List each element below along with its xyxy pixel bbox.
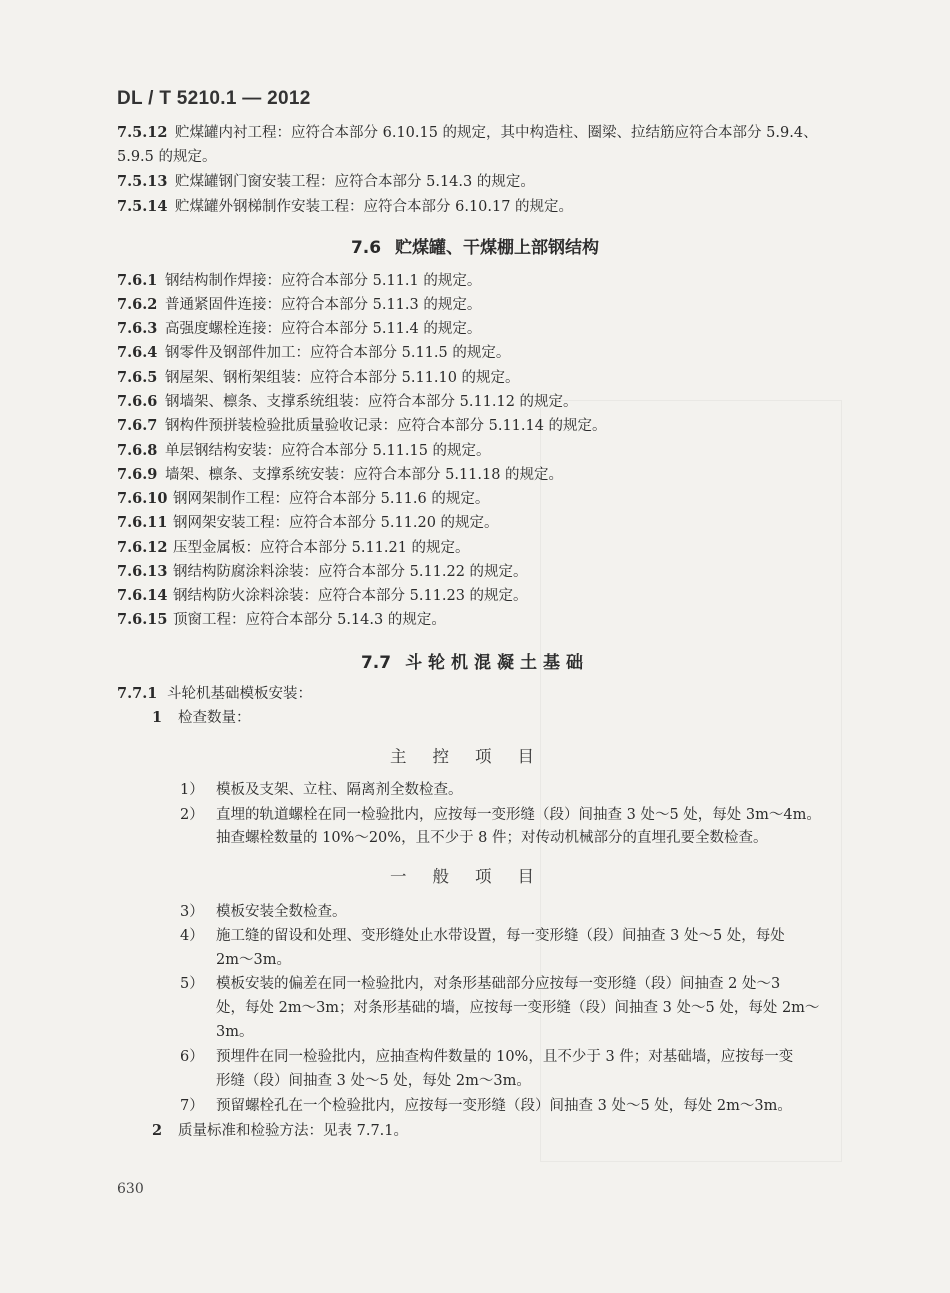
- clause-7-6-3: [117, 318, 481, 340]
- clause-number: 7.6.14: [117, 587, 168, 604]
- main-items-heading: 主控项目: [390, 747, 560, 766]
- item-text: 施工缝的留设和处理、变形缝处止水带设置，每一变形缝（段）间抽查 3 处～5 处，每处: [216, 928, 785, 944]
- general-item-7: [180, 1095, 792, 1117]
- clause-number: 7.5.14: [117, 198, 168, 215]
- item-number: 2: [152, 1122, 163, 1139]
- section-number: 7.7: [360, 653, 392, 673]
- standard-code-header: DL / T 5210.1 — 2012: [117, 88, 311, 109]
- clause-text: 钢结构防腐涂料涂装：应符合本部分 5.11.22 的规定。: [173, 564, 528, 580]
- clause-text: 钢网架安装工程：应符合本部分 5.11.20 的规定。: [173, 515, 499, 531]
- item-text: 模板安装全数检查。: [216, 904, 347, 920]
- clause-7-6-8: [117, 440, 491, 462]
- section-7-6-heading: [0, 233, 950, 258]
- general-item-6: [180, 1046, 793, 1068]
- page-number: 630: [117, 1181, 144, 1197]
- clause-text: 贮煤罐钢门窗安装工程：应符合本部分 5.14.3 的规定。: [175, 174, 535, 190]
- section-7-7-heading: [0, 648, 950, 673]
- clause-7-5-12-continuation: 5.9.5 的规定。: [117, 149, 217, 165]
- general-item-5-continuation-1: 处，每处 2m～3m；对条形基础的墙，应按每一变形缝（段）间抽查 3 处～5 处，每处 2m～: [216, 1000, 820, 1016]
- clause-text: 钢网架制作工程：应符合本部分 5.11.6 的规定。: [173, 491, 490, 507]
- clause-text: 普通紧固件连接：应符合本部分 5.11.3 的规定。: [165, 297, 482, 313]
- clause-7-6-13: [117, 561, 528, 583]
- clause-text: 单层钢结构安装：应符合本部分 5.11.15 的规定。: [165, 443, 491, 459]
- clause-text: 钢屋架、钢桁架组装：应符合本部分 5.11.10 的规定。: [165, 370, 520, 386]
- clause-7-6-7: [117, 415, 607, 437]
- clause-number: 7.6.8: [117, 442, 158, 459]
- section-title: 斗轮机混凝土基础: [405, 653, 590, 673]
- item-text: 直埋的轨道螺栓在同一检验批内，应按每一变形缝（段）间抽查 3 处～5 处，每处 3m～4m。: [216, 807, 821, 823]
- clause-text: 钢墙架、檩条、支撑系统组装：应符合本部分 5.11.12 的规定。: [165, 394, 578, 410]
- clause-7-5-13: [117, 171, 535, 193]
- clause-text: 贮煤罐外钢梯制作安装工程：应符合本部分 6.10.17 的规定。: [175, 199, 574, 215]
- clause-7-6-10: [117, 488, 489, 510]
- item-2: [152, 1120, 408, 1142]
- item-text: 模板及支架、立柱、隔离剂全数检查。: [216, 782, 463, 798]
- item-number: 4）: [180, 928, 204, 944]
- section-number: 7.6: [350, 238, 382, 258]
- general-item-5: [180, 973, 780, 995]
- item-number: 6）: [180, 1049, 204, 1065]
- item-number: 3）: [180, 904, 204, 920]
- clause-7-6-4: [117, 342, 510, 364]
- clause-7-6-5: [117, 367, 520, 389]
- general-item-4-continuation: 2m～3m。: [216, 952, 291, 968]
- clause-7-5-12: [117, 122, 818, 144]
- clause-text: 顶窗工程：应符合本部分 5.14.3 的规定。: [173, 612, 446, 628]
- clause-number: 7.6.5: [117, 369, 158, 386]
- clause-number: 7.6.13: [117, 563, 168, 580]
- general-item-6-continuation: 形缝（段）间抽查 3 处～5 处，每处 2m～3m。: [216, 1073, 531, 1089]
- clause-number: 7.6.1: [117, 272, 158, 289]
- clause-number: 7.6.12: [117, 539, 168, 556]
- item-number: 2）: [180, 807, 204, 823]
- main-item-2: [180, 804, 821, 826]
- clause-number: 7.6.9: [117, 466, 158, 483]
- clause-text: 钢结构制作焊接：应符合本部分 5.11.1 的规定。: [165, 273, 482, 289]
- item-number: 7）: [180, 1098, 204, 1114]
- item-text: 检查数量：: [178, 710, 251, 726]
- item-1: [152, 707, 251, 729]
- item-number: 1）: [180, 782, 204, 798]
- clause-number: 7.6.4: [117, 344, 158, 361]
- section-title: 贮煤罐、干煤棚上部钢结构: [395, 238, 600, 258]
- clause-7-6-14: [117, 585, 528, 607]
- clause-7-6-12: [117, 537, 470, 559]
- clause-text: 钢构件预拼装检验批质量验收记录：应符合本部分 5.11.14 的规定。: [165, 418, 607, 434]
- clause-number: 7.6.3: [117, 320, 158, 337]
- item-text: 预埋件在同一检验批内，应抽查构件数量的 10%，且不少于 3 件；对基础墙，应按每一变: [216, 1049, 794, 1065]
- clause-7-6-9: [117, 464, 563, 486]
- item-text: 质量标准和检验方法：见表 7.7.1。: [178, 1123, 409, 1139]
- item-text: 模板安装的偏差在同一检验批内，对条形基础部分应按每一变形缝（段）间抽查 2 处～3: [216, 976, 781, 992]
- clause-7-7-1: [117, 683, 312, 705]
- general-item-5-continuation-2: 3m。: [216, 1024, 254, 1040]
- clause-text: 高强度螺栓连接：应符合本部分 5.11.4 的规定。: [165, 321, 482, 337]
- clause-number: 7.6.7: [117, 417, 158, 434]
- clause-number: 7.6.2: [117, 296, 158, 313]
- clause-number: 7.7.1: [117, 685, 158, 702]
- general-item-3: [180, 901, 347, 923]
- clause-7-6-2: [117, 294, 481, 316]
- clause-text: 墙架、檩条、支撑系统安装：应符合本部分 5.11.18 的规定。: [165, 467, 564, 483]
- clause-text: 压型金属板：应符合本部分 5.11.21 的规定。: [173, 540, 470, 556]
- main-item-2-continuation: 抽查螺栓数量的 10%～20%，且不少于 8 件；对传动机械部分的直埋孔要全数检查。: [216, 830, 768, 846]
- item-text: 预留螺栓孔在一个检验批内，应按每一变形缝（段）间抽查 3 处～5 处，每处 2m～3m。: [216, 1098, 792, 1114]
- item-number: 1: [152, 709, 163, 726]
- clause-text: 贮煤罐内衬工程：应符合本部分 6.10.15 的规定，其中构造柱、圈梁、拉结筋应符合本部分 5.9.4、: [175, 125, 818, 141]
- clause-number: 7.6.15: [117, 611, 168, 628]
- clause-text: 钢结构防火涂料涂装：应符合本部分 5.11.23 的规定。: [173, 588, 528, 604]
- clause-number: 7.6.11: [117, 514, 168, 531]
- clause-text: 斗轮机基础模板安装：: [167, 686, 312, 702]
- item-number: 5）: [180, 976, 204, 992]
- clause-number: 7.6.10: [117, 490, 168, 507]
- clause-text: 钢零件及钢部件加工：应符合本部分 5.11.5 的规定。: [165, 345, 511, 361]
- general-item-4: [180, 925, 785, 947]
- clause-number: 7.6.6: [117, 393, 158, 410]
- clause-7-6-6: [117, 391, 578, 413]
- general-items-heading: 一般项目: [390, 867, 560, 886]
- clause-7-6-1: [117, 270, 481, 292]
- clause-7-6-11: [117, 512, 499, 534]
- clause-7-5-14: [117, 196, 573, 218]
- main-item-1: [180, 779, 463, 801]
- clause-7-6-15: [117, 609, 446, 631]
- clause-number: 7.5.12: [117, 124, 168, 141]
- clause-number: 7.5.13: [117, 173, 168, 190]
